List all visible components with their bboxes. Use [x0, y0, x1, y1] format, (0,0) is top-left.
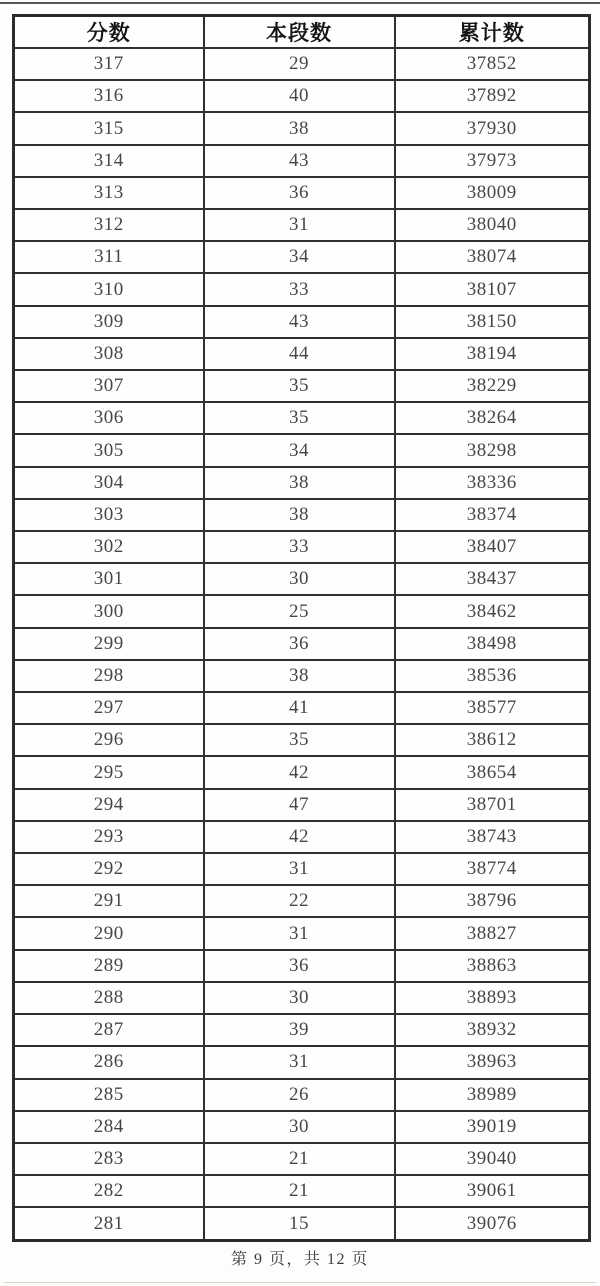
- cumulative-count-cell: 37930: [395, 112, 590, 144]
- table-row: [14, 595, 590, 627]
- table-row: [14, 1143, 590, 1175]
- table-row: [14, 885, 590, 917]
- score-cell: 291: [14, 885, 204, 917]
- table-row: [14, 563, 590, 595]
- segment-count-cell: 42: [204, 756, 395, 788]
- segment-count-cell: 15: [204, 1207, 395, 1240]
- score-cell: 301: [14, 563, 204, 595]
- segment-count-cell: 39: [204, 1014, 395, 1046]
- table-row: [14, 80, 590, 112]
- cumulative-count-cell: 38040: [395, 209, 590, 241]
- segment-count-cell: 40: [204, 80, 395, 112]
- score-cell: 307: [14, 370, 204, 402]
- score-cell: 295: [14, 756, 204, 788]
- segment-count-cell: 41: [204, 692, 395, 724]
- score-cell: 300: [14, 595, 204, 627]
- score-cell: 296: [14, 724, 204, 756]
- cumulative-count-cell: 38863: [395, 950, 590, 982]
- segment-count-cell: 38: [204, 467, 395, 499]
- table-row: [14, 692, 590, 724]
- segment-count-cell: 31: [204, 853, 395, 885]
- cumulative-count-cell: 38612: [395, 724, 590, 756]
- table-row: [14, 1111, 590, 1143]
- segment-count-cell: 30: [204, 563, 395, 595]
- header-score: 分数: [14, 16, 204, 49]
- segment-count-cell: 34: [204, 434, 395, 466]
- segment-count-cell: 22: [204, 885, 395, 917]
- cumulative-count-cell: 37852: [395, 48, 590, 80]
- cumulative-count-cell: 38893: [395, 982, 590, 1014]
- cumulative-count-cell: 39019: [395, 1111, 590, 1143]
- cumulative-count-cell: 38743: [395, 821, 590, 853]
- cumulative-count-cell: 38374: [395, 499, 590, 531]
- score-cell: 292: [14, 853, 204, 885]
- header-segment-count: 本段数: [204, 16, 395, 49]
- table-row: [14, 982, 590, 1014]
- header-cumulative-count: 累计数: [395, 16, 590, 49]
- table-row: [14, 1079, 590, 1111]
- segment-count-cell: 30: [204, 1111, 395, 1143]
- segment-count-cell: 30: [204, 982, 395, 1014]
- score-cell: 305: [14, 434, 204, 466]
- table-row: [14, 48, 590, 80]
- table-row: [14, 306, 590, 338]
- segment-count-cell: 33: [204, 273, 395, 305]
- segment-count-cell: 44: [204, 338, 395, 370]
- table-row: [14, 853, 590, 885]
- table-row: [14, 917, 590, 949]
- score-cell: 282: [14, 1175, 204, 1207]
- segment-count-cell: 33: [204, 531, 395, 563]
- score-cell: 314: [14, 145, 204, 177]
- cumulative-count-cell: 39061: [395, 1175, 590, 1207]
- segment-count-cell: 25: [204, 595, 395, 627]
- table-row: [14, 756, 590, 788]
- cumulative-count-cell: 38150: [395, 306, 590, 338]
- segment-count-cell: 43: [204, 145, 395, 177]
- segment-count-cell: 36: [204, 177, 395, 209]
- table-row: [14, 821, 590, 853]
- cumulative-count-cell: 38336: [395, 467, 590, 499]
- cumulative-count-cell: 37892: [395, 80, 590, 112]
- score-cell: 283: [14, 1143, 204, 1175]
- cumulative-count-cell: 38963: [395, 1046, 590, 1078]
- segment-count-cell: 38: [204, 660, 395, 692]
- segment-count-cell: 31: [204, 209, 395, 241]
- score-cell: 306: [14, 402, 204, 434]
- segment-count-cell: 36: [204, 950, 395, 982]
- score-cell: 297: [14, 692, 204, 724]
- score-cell: 290: [14, 917, 204, 949]
- cumulative-count-cell: 38264: [395, 402, 590, 434]
- table-row: [14, 499, 590, 531]
- table-row: [14, 177, 590, 209]
- table-row: [14, 1207, 590, 1240]
- segment-count-cell: 35: [204, 724, 395, 756]
- table-row: [14, 241, 590, 273]
- cumulative-count-cell: 38107: [395, 273, 590, 305]
- score-cell: 284: [14, 1111, 204, 1143]
- cumulative-count-cell: 38989: [395, 1079, 590, 1111]
- cumulative-count-cell: 38654: [395, 756, 590, 788]
- segment-count-cell: 21: [204, 1143, 395, 1175]
- score-cell: 309: [14, 306, 204, 338]
- score-cell: 308: [14, 338, 204, 370]
- cumulative-count-cell: 38701: [395, 789, 590, 821]
- table-row: [14, 338, 590, 370]
- score-cell: 293: [14, 821, 204, 853]
- cumulative-count-cell: 37973: [395, 145, 590, 177]
- cumulative-count-cell: 39076: [395, 1207, 590, 1240]
- header-row: [14, 16, 590, 49]
- score-cell: 316: [14, 80, 204, 112]
- cumulative-count-cell: 38577: [395, 692, 590, 724]
- table-row: [14, 628, 590, 660]
- segment-count-cell: 38: [204, 499, 395, 531]
- segment-count-cell: 34: [204, 241, 395, 273]
- table-row: [14, 1175, 590, 1207]
- score-cell: 298: [14, 660, 204, 692]
- table-row: [14, 531, 590, 563]
- cumulative-count-cell: 38498: [395, 628, 590, 660]
- cumulative-count-cell: 38536: [395, 660, 590, 692]
- score-cell: 317: [14, 48, 204, 80]
- score-cell: 312: [14, 209, 204, 241]
- table-row: [14, 724, 590, 756]
- score-cell: 304: [14, 467, 204, 499]
- table-row: [14, 209, 590, 241]
- score-cell: 289: [14, 950, 204, 982]
- score-cell: 315: [14, 112, 204, 144]
- table-row: [14, 145, 590, 177]
- segment-count-cell: 35: [204, 402, 395, 434]
- segment-count-cell: 36: [204, 628, 395, 660]
- segment-count-cell: 31: [204, 1046, 395, 1078]
- cumulative-count-cell: 38407: [395, 531, 590, 563]
- table-row: [14, 467, 590, 499]
- score-cell: 311: [14, 241, 204, 273]
- segment-count-cell: 47: [204, 789, 395, 821]
- score-cell: 287: [14, 1014, 204, 1046]
- score-cell: 281: [14, 1207, 204, 1240]
- cumulative-count-cell: 38796: [395, 885, 590, 917]
- table-row: [14, 402, 590, 434]
- page-footer: 第 9 页，共 12 页: [230, 1251, 369, 1268]
- cumulative-count-cell: 38827: [395, 917, 590, 949]
- score-cell: 285: [14, 1079, 204, 1111]
- table-row: [14, 434, 590, 466]
- score-cell: 303: [14, 499, 204, 531]
- cumulative-count-cell: 38009: [395, 177, 590, 209]
- cumulative-count-cell: 38437: [395, 563, 590, 595]
- cumulative-count-cell: 38774: [395, 853, 590, 885]
- segment-count-cell: 35: [204, 370, 395, 402]
- table-row: [14, 789, 590, 821]
- cumulative-count-cell: 38932: [395, 1014, 590, 1046]
- segment-count-cell: 38: [204, 112, 395, 144]
- table-row: [14, 1046, 590, 1078]
- table-row: [14, 370, 590, 402]
- segment-count-cell: 43: [204, 306, 395, 338]
- cumulative-count-cell: 38229: [395, 370, 590, 402]
- cumulative-count-cell: 38194: [395, 338, 590, 370]
- score-cell: 299: [14, 628, 204, 660]
- score-table-head: [14, 16, 590, 49]
- cumulative-count-cell: 38074: [395, 241, 590, 273]
- table-row: [14, 112, 590, 144]
- page-top-rule: [0, 2, 600, 4]
- segment-count-cell: 29: [204, 48, 395, 80]
- cumulative-count-cell: 38462: [395, 595, 590, 627]
- cumulative-count-cell: 39040: [395, 1143, 590, 1175]
- table-row: [14, 273, 590, 305]
- score-cell: 302: [14, 531, 204, 563]
- score-distribution-table: [12, 14, 591, 1242]
- segment-count-cell: 21: [204, 1175, 395, 1207]
- score-cell: 313: [14, 177, 204, 209]
- table-row: [14, 1014, 590, 1046]
- score-cell: 288: [14, 982, 204, 1014]
- cumulative-count-cell: 38298: [395, 434, 590, 466]
- score-cell: 294: [14, 789, 204, 821]
- score-table-body: [14, 48, 590, 1241]
- score-cell: 310: [14, 273, 204, 305]
- table-row: [14, 950, 590, 982]
- page-bottom-rule: [4, 1282, 596, 1283]
- score-cell: 286: [14, 1046, 204, 1078]
- segment-count-cell: 42: [204, 821, 395, 853]
- table-row: [14, 660, 590, 692]
- segment-count-cell: 26: [204, 1079, 395, 1111]
- segment-count-cell: 31: [204, 917, 395, 949]
